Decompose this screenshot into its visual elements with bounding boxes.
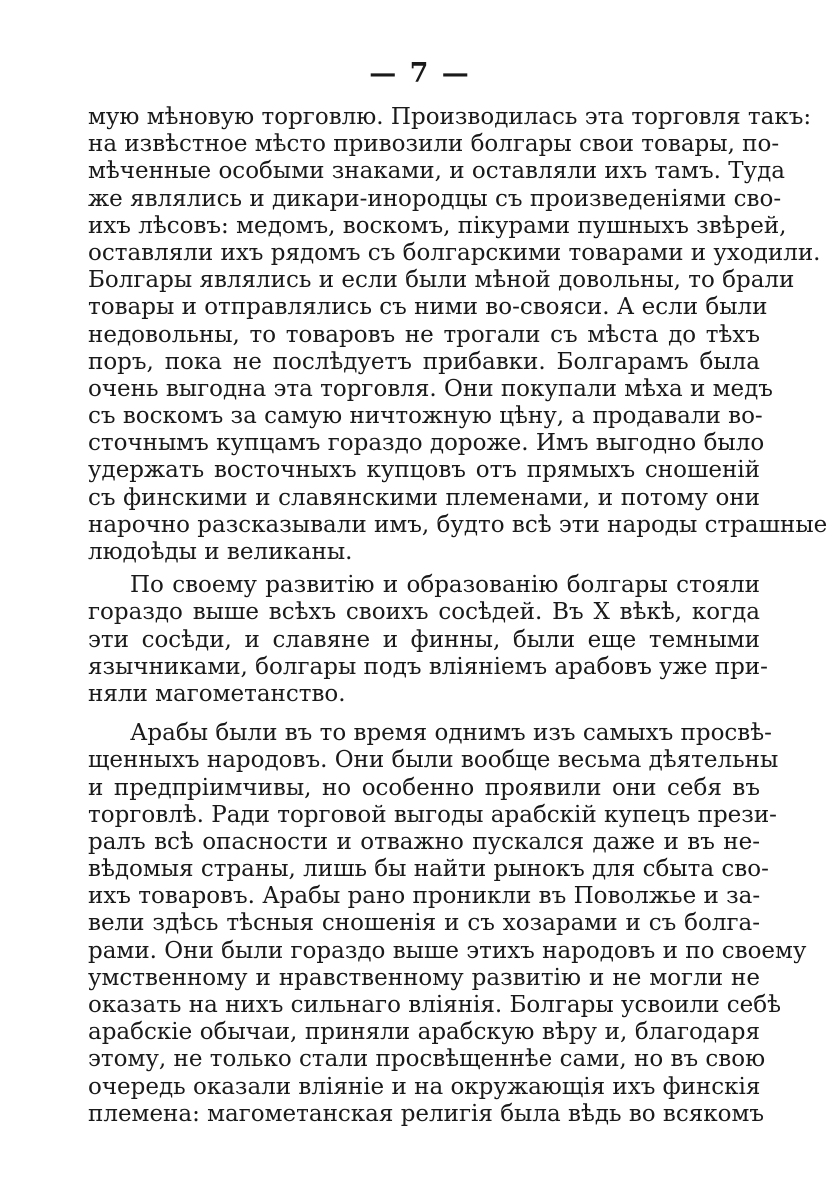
text-line: вели здѣсь тѣсныя сношенія и съ хозарами и съ болга- — [88, 910, 760, 937]
page-number: — 7 — — [369, 58, 471, 89]
text-line: вѣдомыя страны, лишь бы найти рынокъ для сбыта сво- — [88, 856, 769, 883]
text-line: этому, не только стали просвѣщеннѣе сами, но въ свою — [88, 1046, 766, 1073]
text-line: людоѣды и великаны. — [88, 539, 353, 565]
text-line: язычниками, болгары подъ вліяніемъ арабовъ уже при- — [88, 653, 768, 680]
text-line: сточнымъ купцамъ гораздо дороже. Имъ выгодно было — [88, 430, 765, 457]
text-line: нарочно разсказывали имъ, будто всѣ эти народы страшные — [88, 511, 828, 538]
text-line: племена: магометанская религія была вѣдь во всякомъ — [88, 1100, 765, 1127]
text-line: очередь оказали вліяніе и на окружающія ихъ финскія — [88, 1073, 761, 1100]
text-line: По своему развитію и образованію болгары стояли — [130, 572, 760, 599]
text-line: поръ, пока не послѣдуетъ прибавки. Болгарамъ была — [88, 348, 760, 375]
text-line: гораздо выше всѣхъ своихъ сосѣдей. Въ X вѣкѣ, когда — [88, 599, 760, 626]
text-line: эти сосѣди, и славяне и финны, были еще темными — [88, 626, 760, 653]
text-line: недовольны, то товаровъ не трогали съ мѣста до тѣхъ — [88, 321, 760, 348]
text-line: Арабы были въ то время однимъ изъ самыхъ просвѣ- — [130, 720, 772, 747]
text-line: съ финскими и славянскими племенами, и потому они — [88, 484, 760, 511]
text-line: очень выгодна эта торговля. Они покупали мѣха и медъ — [88, 375, 773, 402]
text-line: съ воскомъ за самую ничтожную цѣну, а продавали во- — [88, 403, 763, 430]
text-line: ихъ лѣсовъ: медомъ, воскомъ, пікурами пушныхъ звѣрей, — [88, 212, 787, 239]
body-text — [88, 104, 828, 1128]
text-line: умственному и нравственному развитію и не могли не — [88, 964, 760, 991]
text-line: оказать на нихъ сильнаго вліянія. Болгары усвоили себѣ — [88, 992, 781, 1018]
text-line: арабскіе обычаи, приняли арабскую вѣру и, благодаря — [88, 1019, 760, 1046]
text-line: и предпріимчивы, но особенно проявили они себя въ — [88, 774, 760, 801]
text-line: щенныхъ народовъ. Они были вообще весьма дѣятельны — [88, 747, 779, 774]
text-line: няли магометанство. — [88, 680, 346, 707]
text-line: удержать восточныхъ купцовъ отъ прямыхъ сношеній — [88, 457, 760, 484]
text-line: ихъ товаровъ. Арабы рано проникли въ Поволжье и за- — [88, 883, 761, 910]
paragraph-2 — [88, 572, 768, 708]
paragraph-1 — [88, 104, 828, 566]
paragraph-3 — [88, 720, 807, 1128]
text-line: товары и отправлялись съ ними во-свояси. А если были — [88, 294, 768, 321]
text-line: же являлись и дикари-инородцы съ произведеніями сво- — [88, 185, 782, 212]
text-line: ралъ всѣ опасности и отважно пускался даже и въ не- — [88, 828, 760, 855]
text-line: оставляли ихъ рядомъ съ болгарскими товарами и уходили. — [88, 239, 821, 266]
text-line: мую мѣновую торговлю. Производилась эта торговля такъ: — [88, 104, 812, 130]
text-line: мѣченные особыми знаками, и оставляли ихъ тамъ. Туда — [88, 158, 785, 185]
text-line: рами. Они были гораздо выше этихъ народовъ и по своему — [88, 937, 807, 964]
text-line: торговлѣ. Ради торговой выгоды арабскій купецъ прези- — [88, 801, 777, 828]
text-line: Болгары являлись и если были мѣной довольны, то брали — [88, 267, 795, 294]
text-line: на извѣстное мѣсто привозили болгары свои товары, по- — [88, 131, 780, 158]
